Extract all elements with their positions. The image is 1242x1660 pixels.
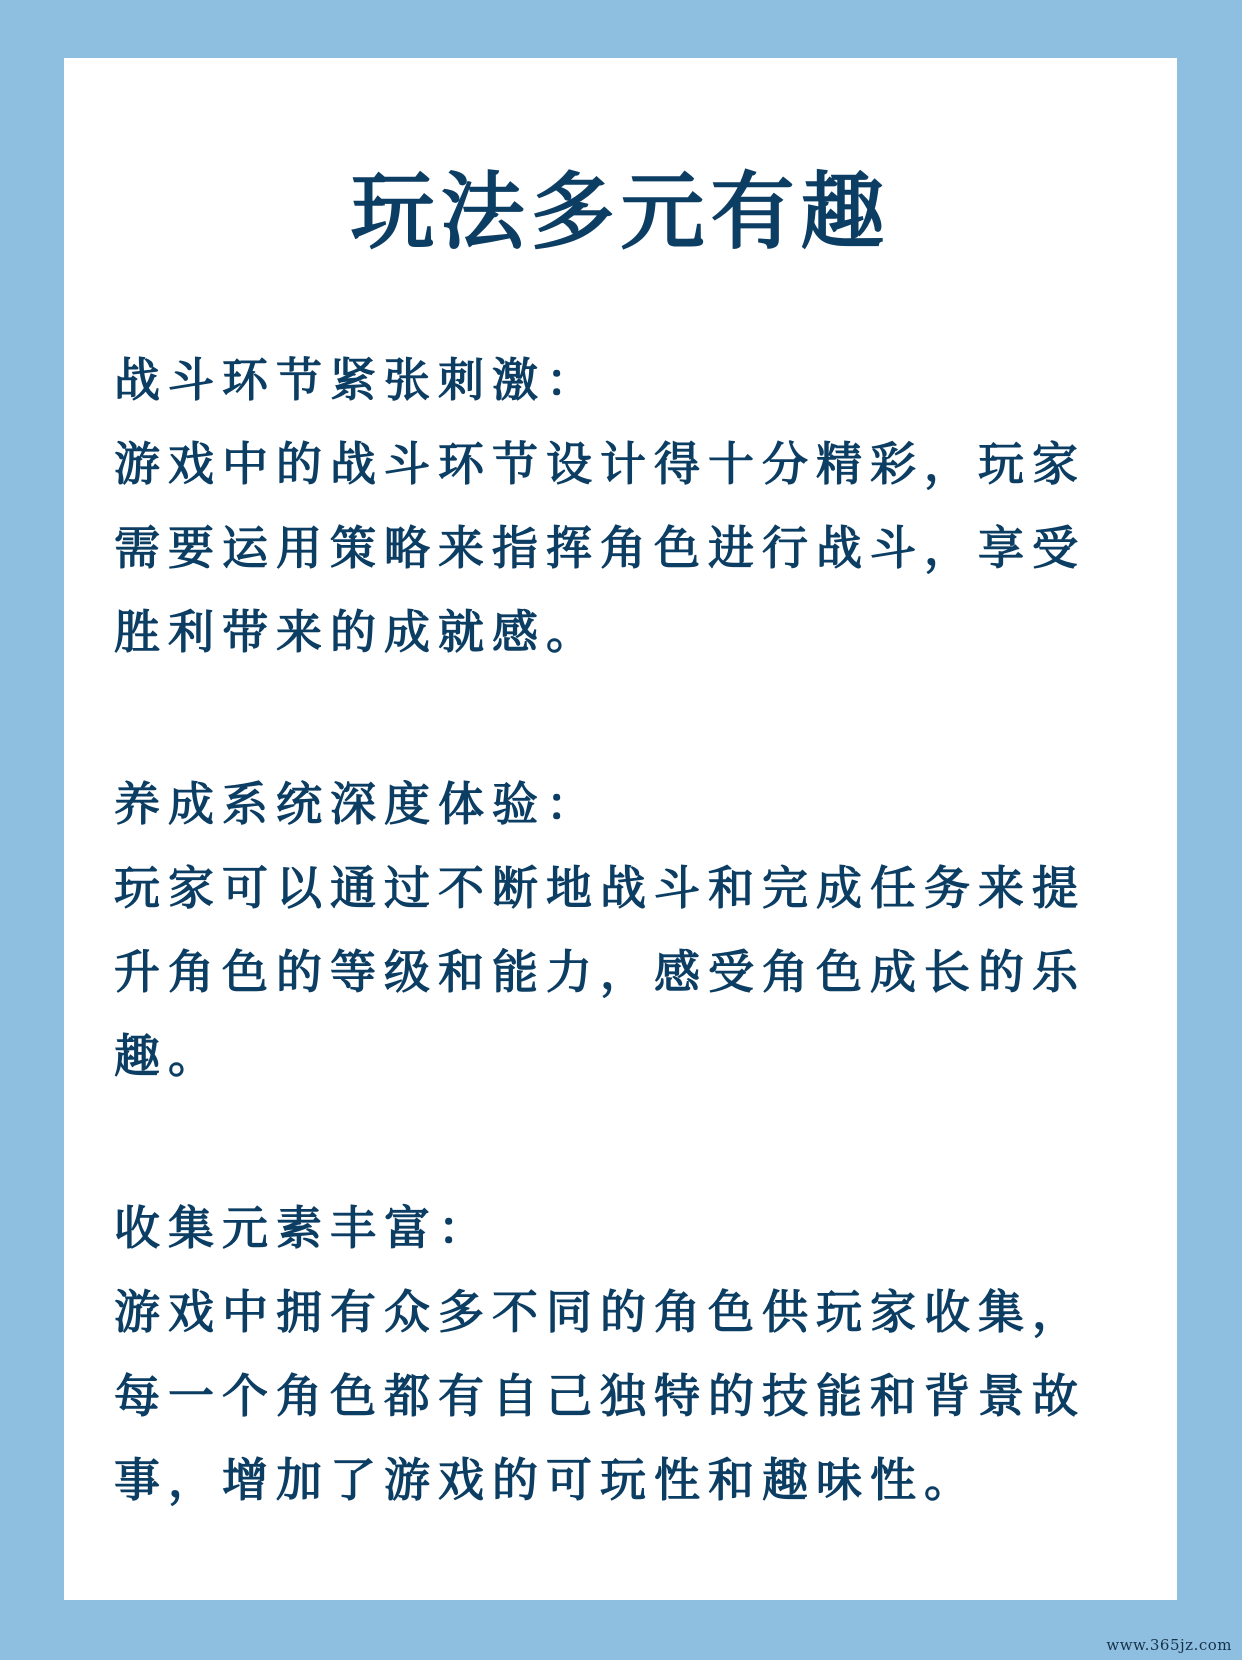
watermark: www.365jz.com: [1106, 1636, 1232, 1654]
section-growth: [114, 762, 1134, 1098]
content-card: [64, 58, 1177, 1600]
page-title: 玩法多元有趣: [350, 163, 891, 261]
section-text: 游戏中的战斗环节设计得十分精彩，玩家需要运用策略来指挥角色进行战斗，享受胜利带来的成就感。: [114, 437, 1086, 659]
section-battle: [114, 338, 1134, 674]
section-heading: 战斗环节紧张刺激：: [114, 353, 600, 407]
section-collection: [114, 1186, 1134, 1522]
content-body: [114, 338, 1134, 1522]
section-heading: 养成系统深度体验：: [114, 777, 600, 831]
section-text: 游戏中拥有众多不同的角色供玩家收集，每一个角色都有自己独特的技能和背景故事，增加了游戏的可玩性和趣味性。: [114, 1285, 1086, 1507]
section-heading: 收集元素丰富：: [114, 1201, 492, 1255]
section-text: 玩家可以通过不断地战斗和完成任务来提升角色的等级和能力，感受角色成长的乐趣。: [114, 861, 1086, 1083]
